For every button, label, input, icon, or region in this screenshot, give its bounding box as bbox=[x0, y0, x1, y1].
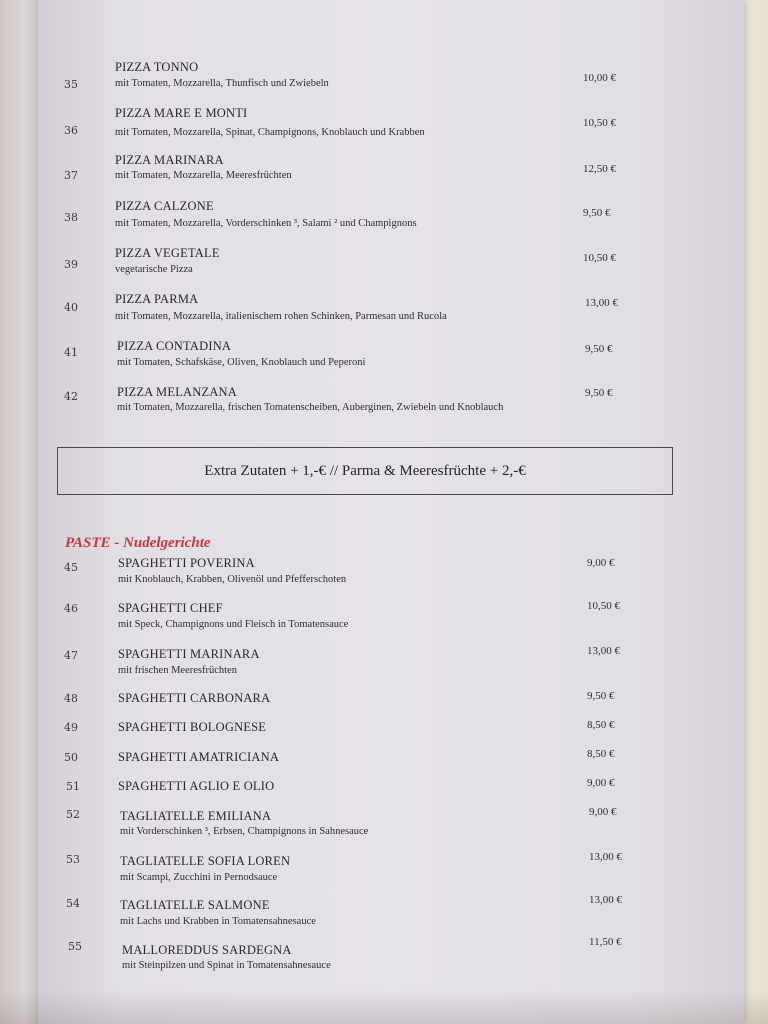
item-number: 55 bbox=[68, 940, 82, 953]
item-description: mit Tomaten, Schafskäse, Oliven, Knoblauch und Peperoni bbox=[117, 357, 366, 368]
item-name: PIZZA PARMA bbox=[115, 292, 199, 306]
item-price: 10,00 € bbox=[583, 72, 616, 84]
item-description: mit Scampi, Zucchini in Pernodsauce bbox=[120, 872, 278, 883]
item-name: MALLOREDDUS SARDEGNA bbox=[122, 943, 292, 957]
extras-text: Extra Zutaten + 1,-€ // Parma & Meeresfrüchte + 2,-€ bbox=[204, 462, 526, 479]
item-name: SPAGHETTI CARBONARA bbox=[118, 691, 271, 705]
item-price: 11,50 € bbox=[589, 936, 622, 948]
item-name: SPAGHETTI AGLIO E OLIO bbox=[118, 779, 275, 793]
item-price: 13,00 € bbox=[587, 645, 620, 657]
item-number: 47 bbox=[64, 649, 78, 662]
item-description: mit frischen Meeresfrüchten bbox=[118, 665, 237, 676]
item-name: SPAGHETTI BOLOGNESE bbox=[118, 720, 267, 734]
item-price: 10,50 € bbox=[583, 117, 616, 129]
item-number: 53 bbox=[66, 853, 80, 866]
item-number: 50 bbox=[64, 751, 78, 764]
item-number: 46 bbox=[64, 602, 78, 615]
item-description: mit Tomaten, Mozzarella, frischen Tomatenscheiben, Auberginen, Zwiebeln und Knoblauch bbox=[117, 402, 504, 413]
item-price: 13,00 € bbox=[589, 894, 622, 906]
item-number: 45 bbox=[64, 561, 78, 574]
item-price: 9,50 € bbox=[583, 207, 611, 219]
item-name: PIZZA MELANZANA bbox=[117, 385, 238, 399]
item-number: 40 bbox=[64, 301, 78, 314]
item-number: 37 bbox=[64, 169, 78, 182]
item-number: 51 bbox=[66, 780, 80, 793]
item-name: SPAGHETTI POVERINA bbox=[118, 556, 255, 570]
item-description: mit Speck, Champignons und Fleisch in Tomatensauce bbox=[118, 619, 349, 630]
item-price: 9,50 € bbox=[587, 690, 615, 702]
item-price: 9,00 € bbox=[587, 777, 615, 789]
item-description: mit Tomaten, Mozzarella, Spinat, Champignons, Knoblauch und Krabben bbox=[115, 127, 425, 138]
item-description: mit Steinpilzen und Spinat in Tomatensahnesauce bbox=[122, 960, 331, 971]
item-description: vegetarische Pizza bbox=[115, 264, 193, 275]
item-number: 35 bbox=[64, 78, 78, 91]
item-number: 36 bbox=[64, 124, 78, 137]
item-name: TAGLIATELLE SOFIA LOREN bbox=[120, 854, 291, 868]
item-price: 9,50 € bbox=[585, 387, 613, 399]
item-price: 8,50 € bbox=[587, 719, 615, 731]
item-number: 54 bbox=[66, 897, 80, 910]
item-number: 39 bbox=[64, 258, 78, 271]
item-number: 48 bbox=[64, 692, 78, 705]
extras-note bbox=[57, 447, 673, 495]
item-description: mit Knoblauch, Krabben, Olivenöl und Pfefferschoten bbox=[118, 574, 347, 585]
item-name: TAGLIATELLE EMILIANA bbox=[120, 809, 272, 823]
page-shadow bbox=[0, 990, 768, 1024]
item-description: mit Vorderschinken ³, Erbsen, Champignons in Sahnesauce bbox=[120, 826, 369, 837]
item-name: PIZZA MARE E MONTI bbox=[115, 106, 248, 120]
item-price: 10,50 € bbox=[587, 600, 620, 612]
item-number: 38 bbox=[64, 211, 78, 224]
item-name: SPAGHETTI CHEF bbox=[118, 601, 223, 615]
item-name: TAGLIATELLE SALMONE bbox=[120, 898, 270, 912]
item-price: 10,50 € bbox=[583, 252, 616, 264]
item-name: PIZZA VEGETALE bbox=[115, 246, 220, 260]
item-number: 41 bbox=[64, 346, 78, 359]
item-number: 42 bbox=[64, 390, 78, 403]
item-name: PIZZA CONTADINA bbox=[117, 339, 232, 353]
item-description: mit Tomaten, Mozzarella, Meeresfrüchten bbox=[115, 170, 292, 181]
item-price: 9,50 € bbox=[585, 343, 613, 355]
item-description: mit Tomaten, Mozzarella, italienischem rohen Schinken, Parmesan und Rucola bbox=[115, 311, 447, 322]
item-name: PIZZA CALZONE bbox=[115, 199, 214, 213]
item-price: 12,50 € bbox=[583, 163, 616, 175]
item-price: 8,50 € bbox=[587, 748, 615, 760]
binding-edge bbox=[0, 0, 40, 1024]
item-price: 9,00 € bbox=[589, 806, 617, 818]
section-title: PASTE - Nudelgerichte bbox=[65, 535, 211, 551]
item-description: mit Lachs und Krabben in Tomatensahnesauce bbox=[120, 916, 316, 927]
item-price: 9,00 € bbox=[587, 557, 615, 569]
item-price: 13,00 € bbox=[585, 297, 618, 309]
item-name: SPAGHETTI AMATRICIANA bbox=[118, 750, 280, 764]
item-name: PIZZA MARINARA bbox=[115, 153, 224, 167]
item-description: mit Tomaten, Mozzarella, Vorderschinken ³, Salami ² und Champignons bbox=[115, 218, 417, 229]
item-number: 49 bbox=[64, 721, 78, 734]
item-price: 13,00 € bbox=[589, 851, 622, 863]
item-number: 52 bbox=[66, 808, 80, 821]
item-name: SPAGHETTI MARINARA bbox=[118, 647, 260, 661]
item-description: mit Tomaten, Mozzarella, Thunfisch und Zwiebeln bbox=[115, 78, 329, 89]
item-name: PIZZA TONNO bbox=[115, 60, 199, 74]
